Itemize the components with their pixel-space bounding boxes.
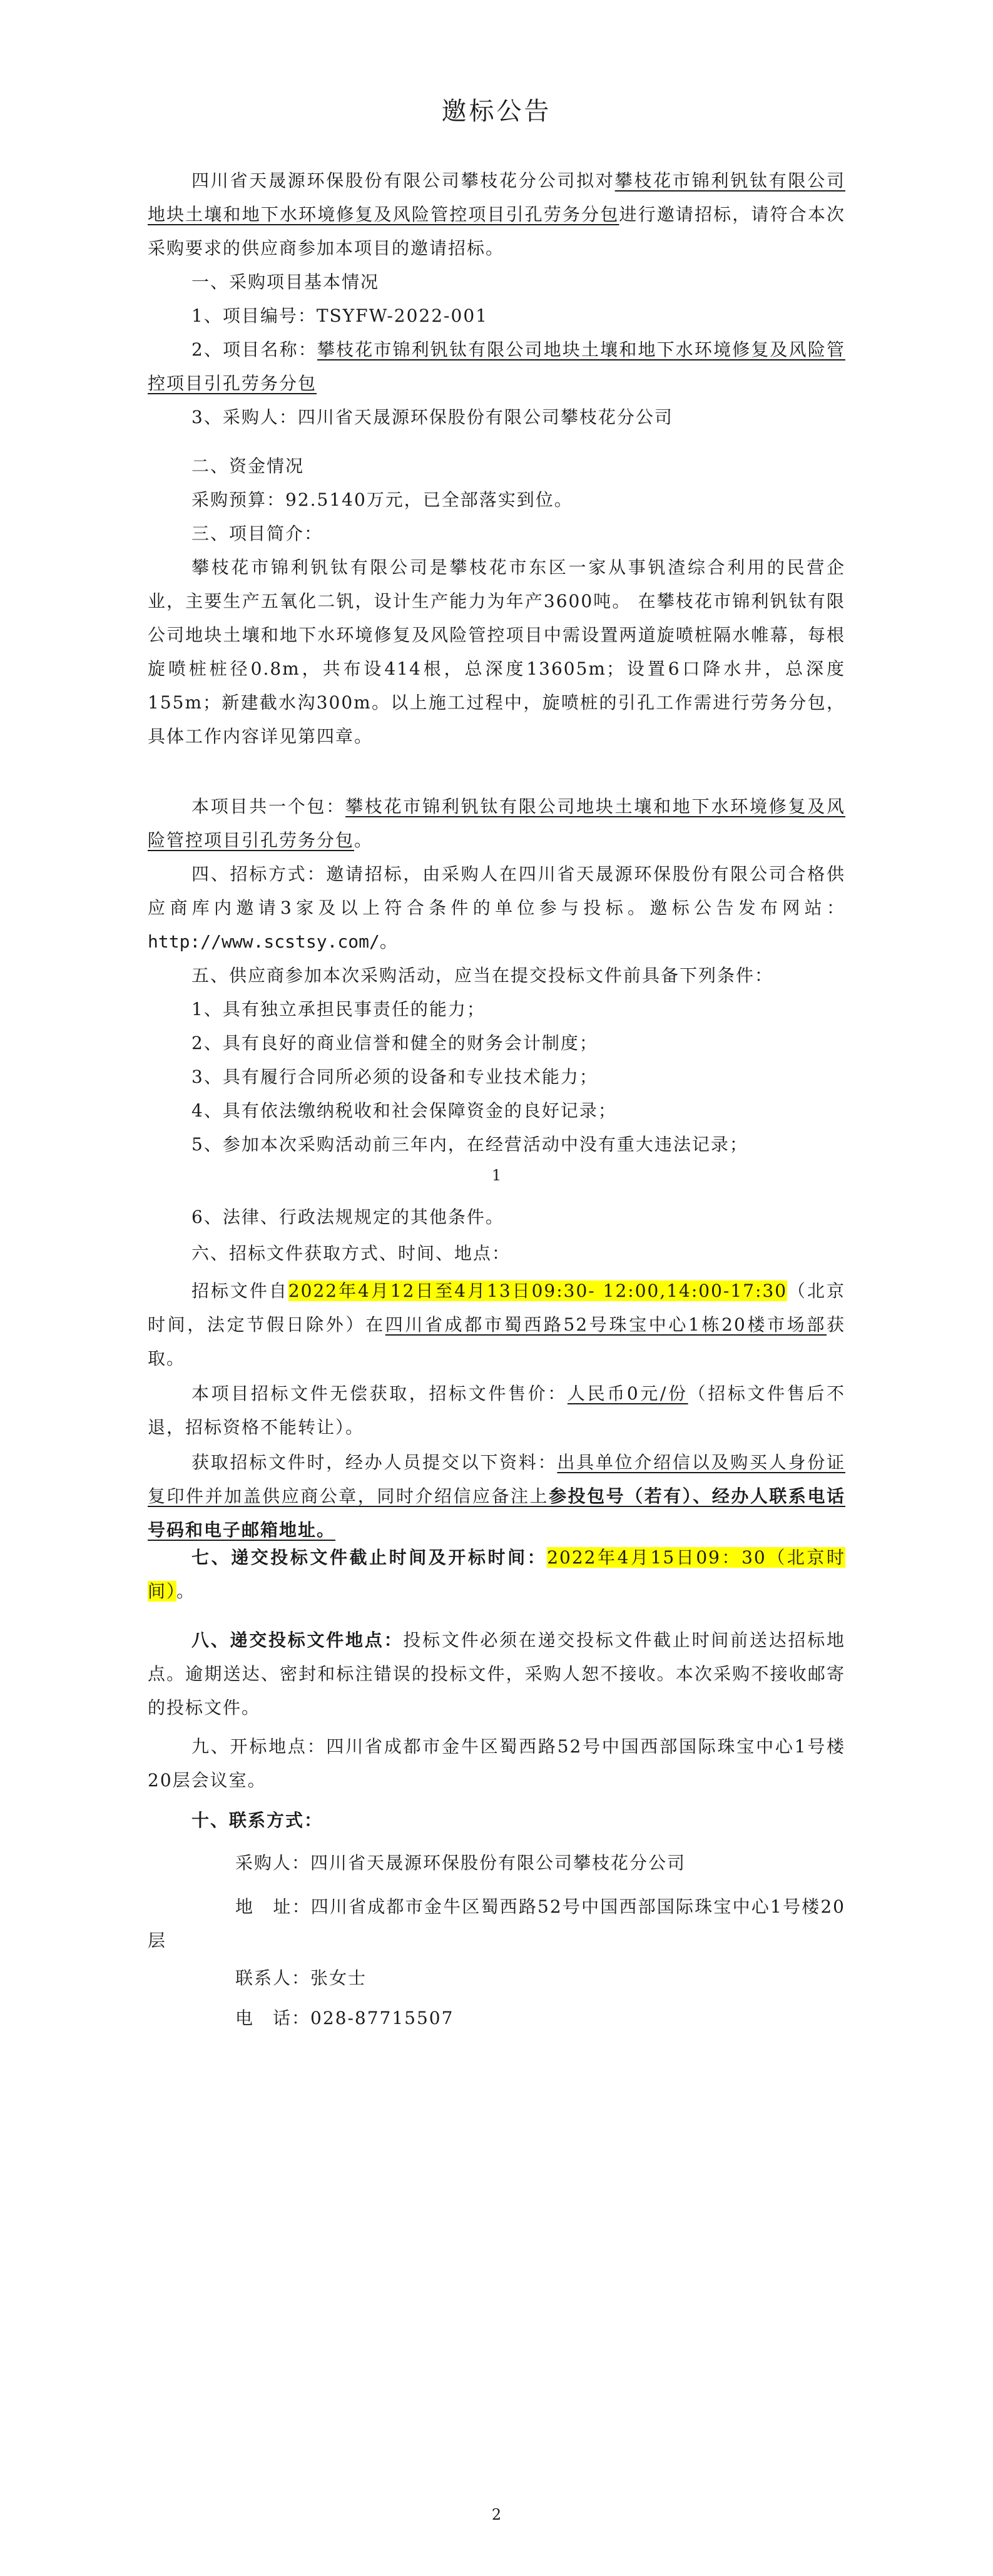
tender-method (148, 857, 845, 959)
fee-paragraph (148, 1377, 845, 1444)
tender-method-text: 四、招标方式：邀请招标，由采购人在四川省天晟源环保股份有限公司合格供应商库内邀请3家及以上符合条件的单位参与投标。邀标公告发布网站： (148, 864, 845, 918)
s1-heading: 一、采购项目基本情况 (191, 272, 380, 292)
s10-heading: 十、联系方式： (191, 1810, 323, 1831)
website-link[interactable]: http://www.scstsy.com/。 (148, 931, 397, 952)
s2-heading: 二、资金情况 (191, 456, 305, 476)
purchaser-line: 3、采购人：四川省天晟源环保股份有限公司攀枝花分公司 (191, 407, 673, 427)
docs-required-label: 获取招标文件时，经办人员提交以下资料： (191, 1452, 558, 1473)
obtain-time-note: （北京时间，法定节假日除外）在 (148, 1280, 845, 1335)
condition-item: 2、具有良好的商业信誉和健全的财务会计制度； (191, 1033, 598, 1053)
submit-place-paragraph (148, 1623, 845, 1725)
fee-value: 人民币0元/份 (567, 1383, 688, 1404)
condition-item: 1、具有独立承担民事责任的能力； (191, 999, 486, 1020)
doc-title: 邀标公告 (441, 97, 552, 126)
obtain-place: 四川省成都市蜀西路52号珠宝中心1栋20楼市场部 (385, 1314, 827, 1335)
opening-place: 九、开标地点：四川省成都市金牛区蜀西路52号中国西部国际珠宝中心1号楼20层会议室。 (148, 1736, 845, 1791)
contact-address: 地 址：四川省成都市金牛区蜀西路52号中国西部国际珠宝中心1号楼20层 (148, 1896, 845, 1951)
contact-phone: 电 话：028-87715507 (235, 2008, 454, 2028)
package-name: 攀枝花市锦利钒钛有限公司地块土壤和地下水环境修复及风险管控项目引孔劳务分包 (148, 796, 845, 851)
deadline-end: 。 (176, 1581, 196, 1602)
fee-label: 本项目招标文件无偿获取，招标文件售价： (191, 1383, 568, 1404)
intro-text-end: 进行邀请招标，请符合本次采购要求的供应商参加本项目的邀请招标。 (148, 204, 845, 258)
page-number: 2 (491, 2506, 502, 2523)
fee-note: （招标文件售后不退，招标资格不能转让）。 (148, 1383, 845, 1438)
package-paragraph (148, 790, 845, 857)
s6-heading: 六、招标文件获取方式、时间、地点： (191, 1243, 511, 1264)
intro-paragraph (148, 164, 845, 265)
project-name-value: 攀枝花市锦利钒钛有限公司地块土壤和地下水环境修复及风险管控项目引孔劳务分包 (148, 339, 845, 394)
page-number: 1 (491, 1167, 502, 1184)
s5-heading: 五、供应商参加本次采购活动，应当在提交投标文件前具备下列条件： (191, 965, 774, 986)
project-summary: 攀枝花市锦利钒钛有限公司是攀枝花市东区一家从事钒渣综合利用的民营企业，主要生产五氧化二钒，设计生产能力为年产3600吨。 在攀枝花市锦利钒钛有限公司地块土壤和地下水环境修复及风险管控项目中需设置两道旋喷桩隔水帷幕，每根旋喷桩桩径0.8m，共布设414根，总深度13605m；设置6口降水井，总深度155m；新建截水沟300m。以上施工过程中，旋喷桩的引孔工作需进行劳务分包，具体工作内容详见第四章。 (148, 557, 845, 747)
package-end: 。 (354, 830, 374, 851)
budget-line: 采购预算：92.5140万元，已全部落实到位。 (191, 489, 573, 510)
submit-place-label: 八、递交投标文件地点： (191, 1630, 404, 1650)
obtain-time-highlight: 2022年4月12日至4月13日09:30- 12:00,14:00-17:30 (288, 1280, 788, 1301)
contact-person: 联系人：张女士 (235, 1968, 367, 1988)
project-name-line (148, 333, 845, 401)
deadline-paragraph (148, 1541, 845, 1608)
project-code: 1、项目编号：TSYFW-2022-001 (191, 305, 488, 326)
deadline-label: 七、递交投标文件截止时间及开标时间： (191, 1547, 547, 1568)
contact-purchaser: 采购人：四川省天晟源环保股份有限公司攀枝花分公司 (235, 1853, 686, 1873)
s3-heading: 三、项目简介： (191, 523, 323, 544)
intro-text: 四川省天晟源环保股份有限公司攀枝花分公司拟对 (191, 170, 615, 191)
package-label: 本项目共一个包： (191, 796, 346, 817)
condition-item: 4、具有依法缴纳税收和社会保障资金的良好记录； (191, 1100, 617, 1121)
condition-item: 5、参加本次采购活动前三年内，在经营活动中没有重大违法记录； (191, 1134, 748, 1155)
docs-required-text: 出具单位介绍信以及购买人身份证复印件并加盖供应商公章，同时介绍信应备注上 (148, 1452, 845, 1506)
deadline-highlight: 2022年4月15日09：30（北京时间） (148, 1547, 845, 1602)
project-name-label: 2、项目名称： (191, 339, 317, 360)
intro-project-name: 攀枝花市锦利钒钛有限公司地块土壤和地下水环境修复及风险管控项目引孔劳务分包 (148, 170, 845, 225)
docs-required-bold: 参投包号（若有）、经办人联系电话号码和电子邮箱地址。 (148, 1486, 845, 1540)
submit-place-text: 投标文件必须在递交投标文件截止时间前送达招标地点。逾期送达、密封和标注错误的投标文件，采购人恕不接收。本次采购不接收邮寄的投标文件。 (148, 1630, 845, 1718)
obtain-time-end: 获取。 (148, 1314, 845, 1369)
condition-item: 6、法律、行政法规规定的其他条件。 (191, 1207, 504, 1227)
obtain-time-paragraph (148, 1274, 845, 1376)
docs-required-paragraph (148, 1446, 845, 1547)
condition-item: 3、具有履行合同所必须的设备和专业技术能力； (191, 1066, 598, 1087)
obtain-time-label: 招标文件自 (191, 1280, 288, 1301)
